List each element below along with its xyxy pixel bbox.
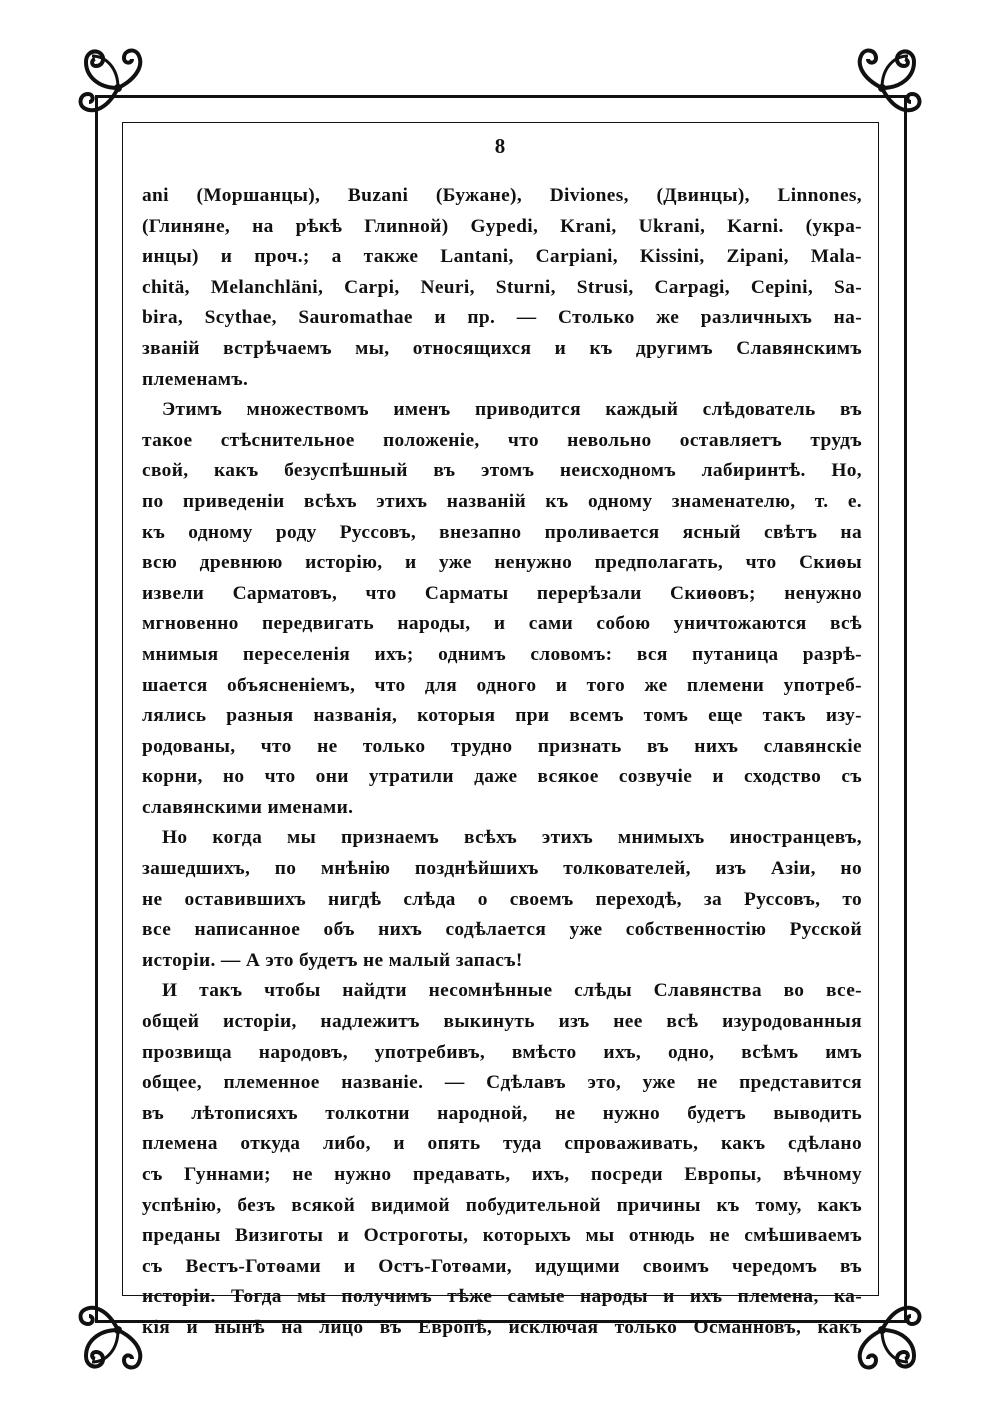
- text-line: шается объясненіемъ, что для одного и того же племени употреб-: [142, 674, 862, 696]
- text-line: извели Сарматовъ, что Сарматы перерѣзали Скиѳовъ; ненужно: [142, 582, 862, 604]
- text-line: все написанное объ нихъ содѣлается уже собственностію Русской: [142, 919, 862, 941]
- text-line: всю древнюю исторію, и уже ненужно предполагать, что Скиѳы: [142, 552, 862, 574]
- text-line: Но когда мы признаемъ всѣхъ этихъ мнимыхъ иностранцевъ,: [162, 827, 862, 849]
- text-line: такое стѣснительное положеніе, что невольно оставляетъ трудъ: [142, 429, 862, 451]
- text-line: (Глиняне, на рѣкѣ Глиnной) Gypedi, Krani, Ukrani, Karni. (укра-: [142, 215, 862, 237]
- text-line: въ лѣтописяхъ толкотни народной, не нужно будетъ выводить: [142, 1102, 862, 1124]
- text-line: званій встрѣчаемъ мы, относящихся и къ другимъ Славянскимъ: [142, 337, 862, 359]
- text-line: кія и нынѣ на лицо въ Европѣ, исключая только Османновъ, какъ: [142, 1316, 862, 1338]
- text-line: съ Вестъ-Готѳами и Остъ-Готѳами, идущими своимъ чередомъ въ: [142, 1255, 862, 1277]
- corner-ornament-icon: [842, 48, 922, 128]
- text-line: И такъ чтобы найдти несомнѣнные слѣды Славянства во все-: [162, 980, 862, 1002]
- text-line: мгновенно передвигать народы, и сами собою уничтожаются всѣ: [142, 613, 862, 635]
- text-line: племенамъ.: [142, 368, 249, 390]
- text-line: лялись разныя названія, которыя при всемъ томъ еще такъ изу-: [142, 705, 862, 727]
- text-line: chitä, Melanchläni, Carpi, Neuri, Sturni, Strusi, Carpagi, Cepini, Sa-: [142, 276, 862, 298]
- text-line: къ одному роду Руссовъ, внезапно проливается ясный свѣтъ на: [142, 521, 862, 543]
- text-line: прозвища народовъ, употребивъ, вмѣсто ихъ, одно, всѣмъ имъ: [142, 1041, 862, 1063]
- text-line: корни, но что они утратили даже всякое созвучіе и сходство съ: [142, 766, 862, 788]
- text-line: исторіи. Тогда мы получимъ тѣже самые народы и ихъ племена, ка-: [142, 1286, 862, 1308]
- text-line: общее, племенное названіе. — Сдѣлавъ это, уже не представится: [142, 1072, 862, 1094]
- text-line: bira, Scythae, Sauromathae и пр. — Столько же различныхъ на-: [142, 307, 862, 329]
- text-line: родованы, что не только трудно признать въ нихъ славянскіе: [142, 735, 862, 757]
- text-line: общей исторіи, надлежитъ выкинуть изъ нее всѣ изуродованныя: [142, 1011, 862, 1033]
- text-line: успѣнію, безъ всякой видимой побудительной причины къ тому, какъ: [142, 1194, 862, 1216]
- text-line: славянскими именами.: [142, 796, 354, 818]
- text-line: свой, какъ безуспѣшный въ этомъ неисходномъ лабиринтѣ. Но,: [142, 460, 862, 482]
- page-number: 8: [494, 134, 506, 158]
- text-line: исторіи. — А это будетъ не малый запасъ!: [142, 949, 523, 971]
- text-line: инцы) и проч.; а также Lantani, Carpiani, Kissini, Zipani, Mala-: [142, 246, 862, 268]
- text-line: мнимыя переселенія ихъ; однимъ словомъ: вся путаница разрѣ-: [142, 643, 862, 665]
- text-line: не оставившихъ нигдѣ слѣда о своемъ переходѣ, за Руссовъ, то: [142, 888, 862, 910]
- text-line: Этимъ множествомъ именъ приводится каждый слѣдователь въ: [162, 399, 862, 421]
- text-line: племена откуда либо, и опять туда спроваживать, какъ сдѣлано: [142, 1133, 862, 1155]
- text-line: преданы Визиготы и Остроготы, которыхъ мы отнюдь не смѣшиваемъ: [142, 1225, 862, 1247]
- body-text: [142, 181, 862, 1344]
- text-line: по приведеніи всѣхъ этихъ названій къ одному знаменателю, т. е.: [142, 490, 862, 512]
- corner-ornament-icon: [78, 48, 158, 128]
- text-line: ani (Моршанцы), Buzani (Бужане), Diviones, (Двинцы), Linnones,: [142, 185, 862, 206]
- text-line: зашедшихъ, по мнѣнію позднѣйшихъ толкователей, изъ Азіи, но: [142, 858, 862, 880]
- text-line: съ Гуннами; не нужно предавать, ихъ, посреди Европы, вѣчному: [142, 1164, 862, 1185]
